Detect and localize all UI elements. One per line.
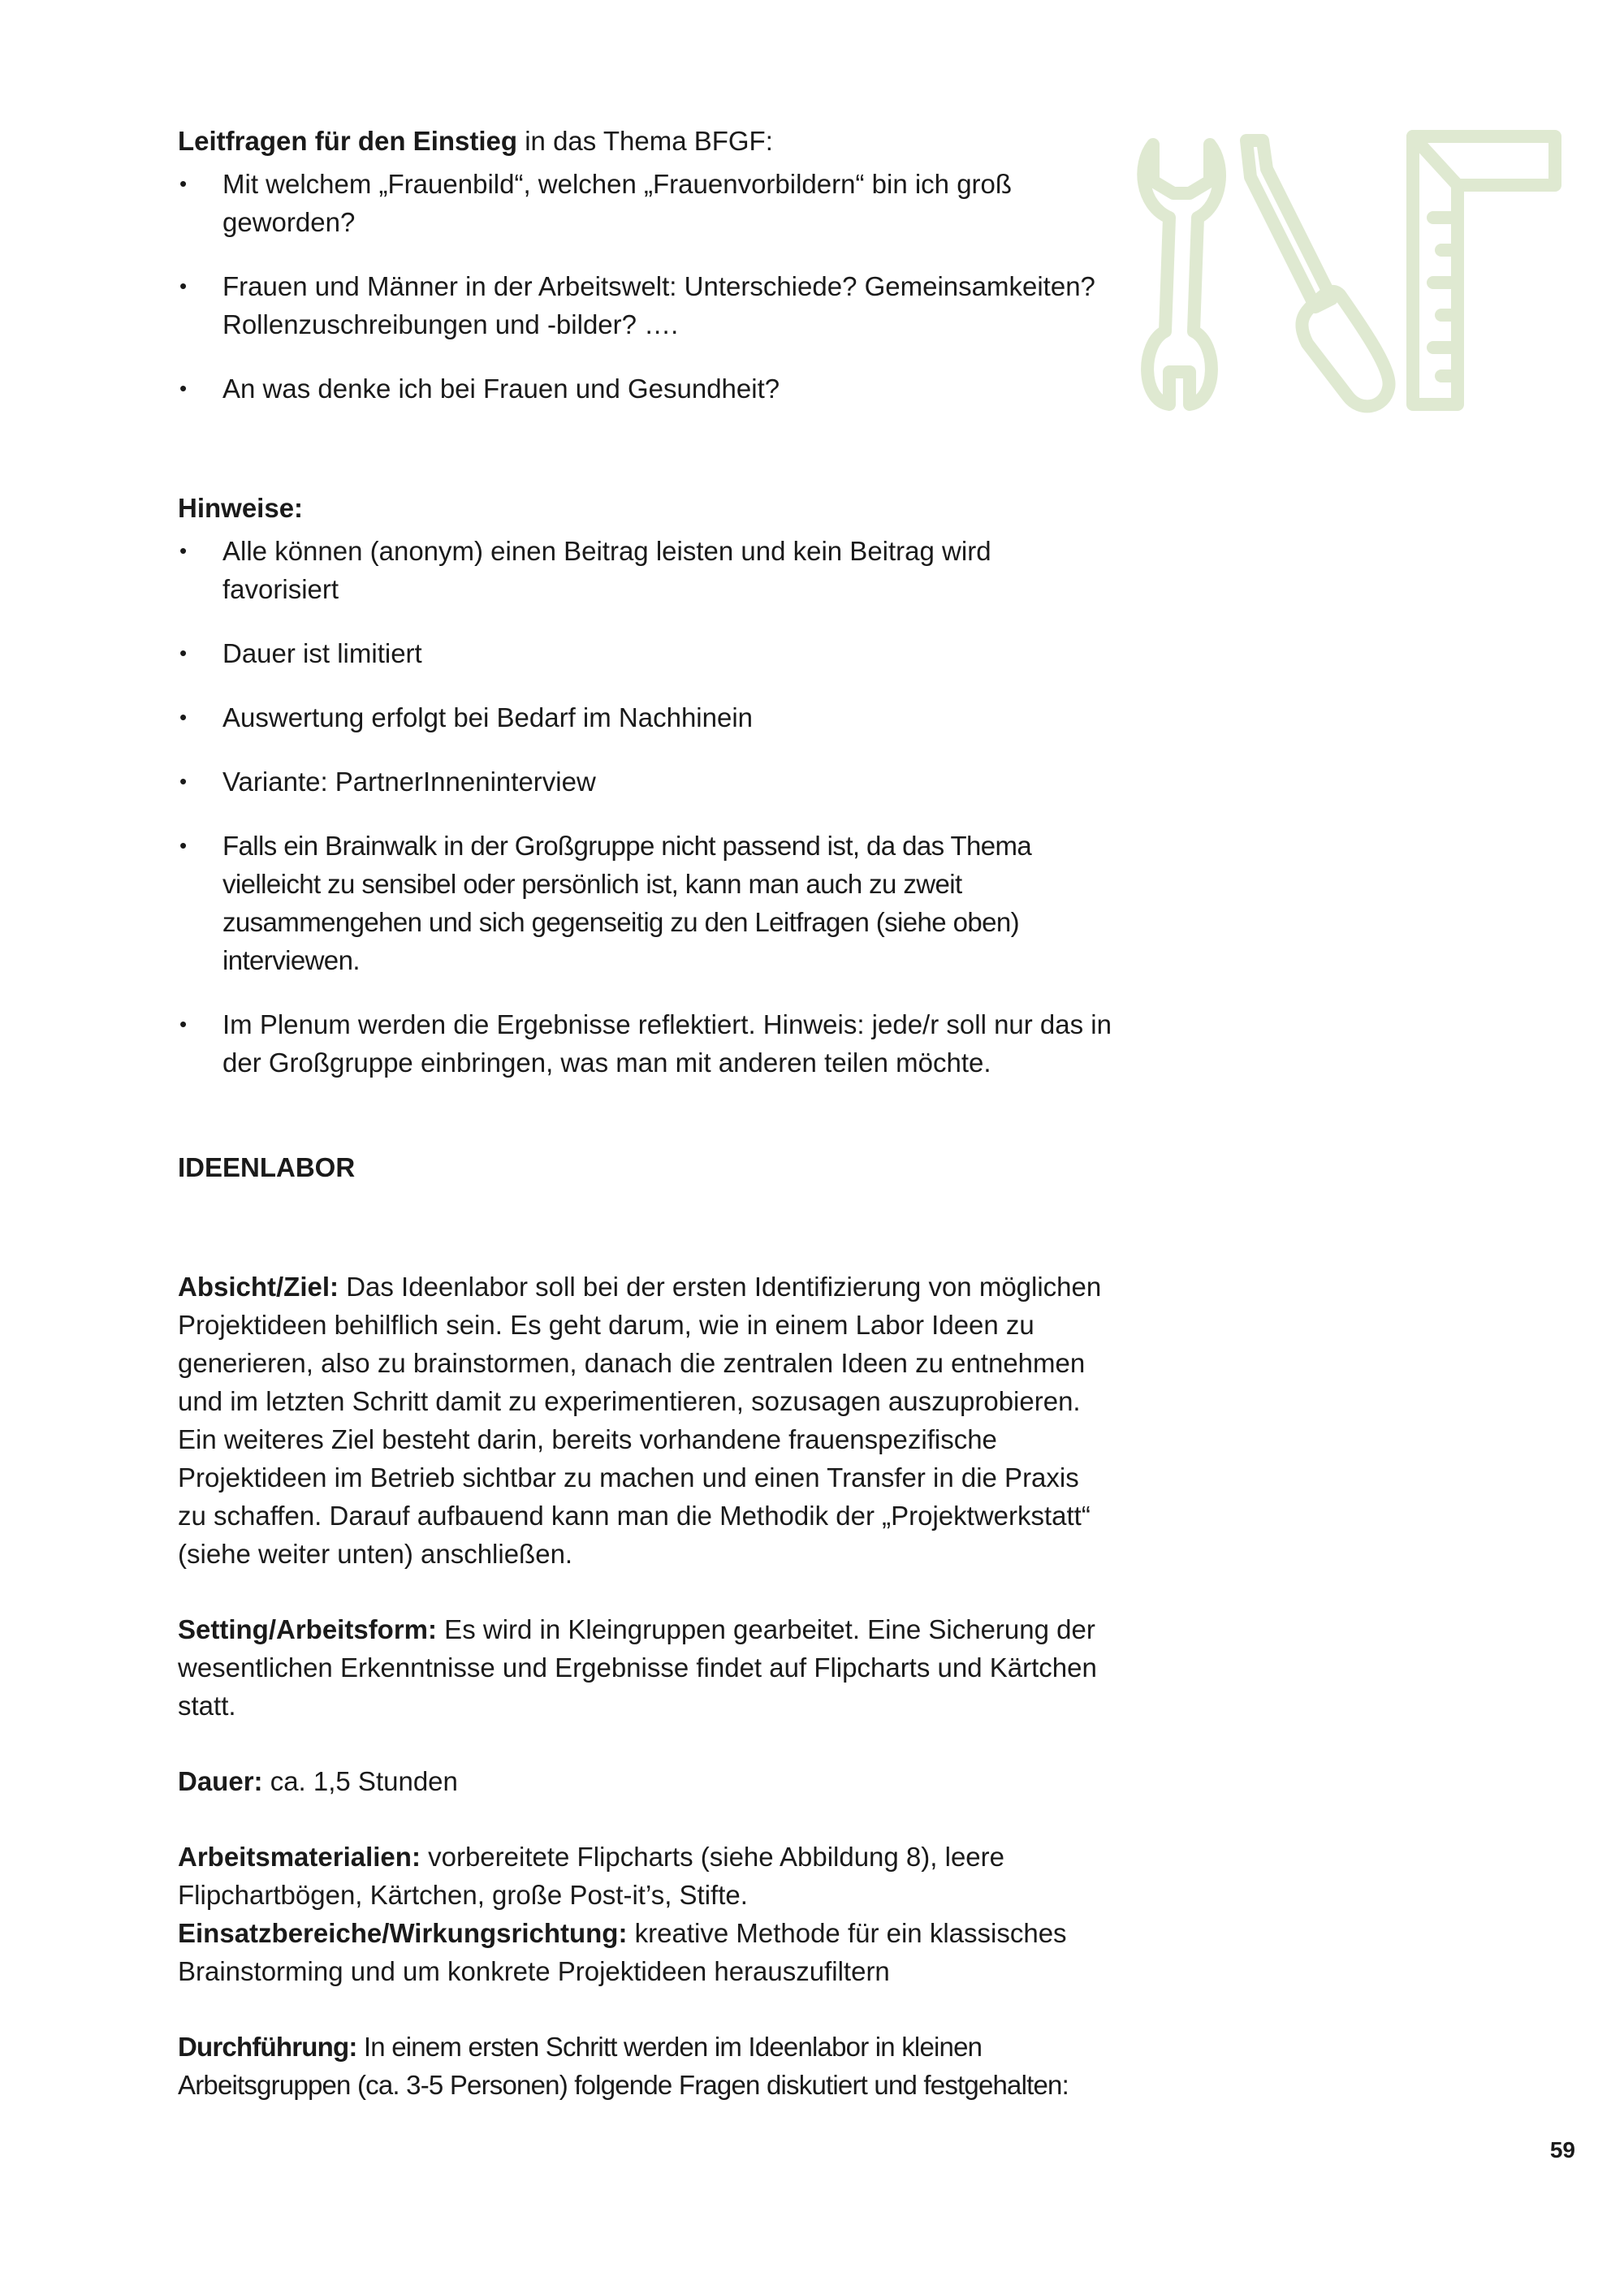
material-label: Arbeitsmaterialien: bbox=[178, 1842, 421, 1872]
list-item: • Alle können (anonym) einen Beitrag leisten und kein Beitrag wird favorisiert bbox=[178, 532, 1099, 608]
dauer-paragraph bbox=[178, 1762, 1112, 1800]
list-item: • Frauen und Männer in der Arbeitswelt: Unterschiede? Gemeinsamkeiten? Rollenzuschreibungen und -bilder? …. bbox=[178, 267, 1099, 343]
section-heading: IDEENLABOR bbox=[178, 1152, 356, 1182]
tools-icon bbox=[1133, 128, 1571, 421]
hinweise-bullet-list bbox=[178, 532, 1112, 1082]
list-item: • Dauer ist limitiert bbox=[178, 634, 1112, 672]
list-item: • An was denke ich bei Frauen und Gesundheit? bbox=[178, 369, 1112, 408]
dauer-text: ca. 1,5 Stunden bbox=[262, 1766, 458, 1796]
hinweise-title: Hinweise: bbox=[178, 493, 304, 523]
einsatz-text: kreative Methode für ein klassisches Brainstorming und um konkrete Projektideen herauszufiltern bbox=[178, 1918, 1067, 1986]
list-item: • Auswertung erfolgt bei Bedarf im Nachhinein bbox=[178, 698, 1112, 737]
page-content bbox=[178, 122, 1112, 2104]
wrench-icon bbox=[1143, 145, 1220, 404]
intro-lead bbox=[178, 122, 1112, 160]
durchfuehrung-paragraph bbox=[178, 2028, 1112, 2104]
screwdriver-icon bbox=[1246, 140, 1389, 406]
intro-bullet-list bbox=[178, 165, 1112, 408]
dauer-label: Dauer: bbox=[178, 1766, 263, 1796]
ziel-label: Absicht/Ziel: bbox=[178, 1272, 339, 1302]
setting-label: Setting/Arbeitsform: bbox=[178, 1614, 438, 1644]
list-item: • Variante: PartnerInneninterview bbox=[178, 762, 1112, 801]
durchfuehrung-text: In einem ersten Schritt werden im Ideenlabor in kleinen Arbeitsgruppen (ca. 3-5 Personen) folgende Fragen diskutiert und festgehalten: bbox=[178, 2032, 1069, 2100]
page-number: 59 bbox=[1549, 2137, 1575, 2162]
material-paragraph bbox=[178, 1838, 1112, 1914]
ziel-paragraph bbox=[178, 1268, 1112, 1573]
list-item: • Falls ein Brainwalk in der Großgruppe nicht passend ist, da das Thema vielleicht zu sensibel oder persönlich ist, kann man auch zu zweit zusammengehen und sich gegenseitig zu den Leitfragen (siehe oben) interviewen. bbox=[178, 827, 1112, 979]
durchfuehrung-label: Durchführung: bbox=[178, 2032, 357, 2062]
list-item: • Mit welchem „Frauenbild“, welchen „Frauenvorbildern“ bin ich groß geworden? bbox=[178, 165, 1116, 241]
intro-lead-bold: Leitfragen für den Einstieg bbox=[178, 126, 518, 156]
setting-text: Es wird in Kleingruppen gearbeitet. Eine Sicherung der wesentlichen Erkenntnisse und Ergebnisse findet auf Flipcharts und Kärtchen statt. bbox=[178, 1614, 1097, 1721]
intro-lead-rest: in das Thema BFGF: bbox=[517, 126, 773, 156]
ziel-text: Das Ideenlabor soll bei der ersten Identifizierung von möglichen Projektideen behilflich sein. Es geht darum, wie in einem Labor Ideen zu generieren, also zu brainstormen, danach die zentralen Ideen zu entnehmen und im letzten Schritt damit zu experimentieren, sozusagen auszuprobieren. Ein weiteres Ziel besteht darin, bereits vorhandene frauenspezifische Projektideen im Betrieb sichtbar zu machen und einen Transfer in die Praxis zu schaffen. Darauf aufbauend kann man die Methodik der „Projektwerkstatt“ (siehe weiter unten) anschließen. bbox=[178, 1272, 1102, 1569]
material-text: vorbereitete Flipcharts (siehe Abbildung 8), leere Flipchartbögen, Kärtchen, große Post-it’s, Stifte. bbox=[178, 1842, 1004, 1910]
square-ruler-icon bbox=[1413, 136, 1555, 404]
einsatz-paragraph bbox=[178, 1914, 1112, 1990]
list-item: • Im Plenum werden die Ergebnisse reflektiert. Hinweis: jede/r soll nur das in der Großgruppe einbringen, was man mit anderen teilen möchte. bbox=[178, 1005, 1112, 1082]
setting-paragraph bbox=[178, 1610, 1112, 1725]
einsatz-label: Einsatzbereiche/Wirkungsrichtung: bbox=[178, 1918, 628, 1948]
